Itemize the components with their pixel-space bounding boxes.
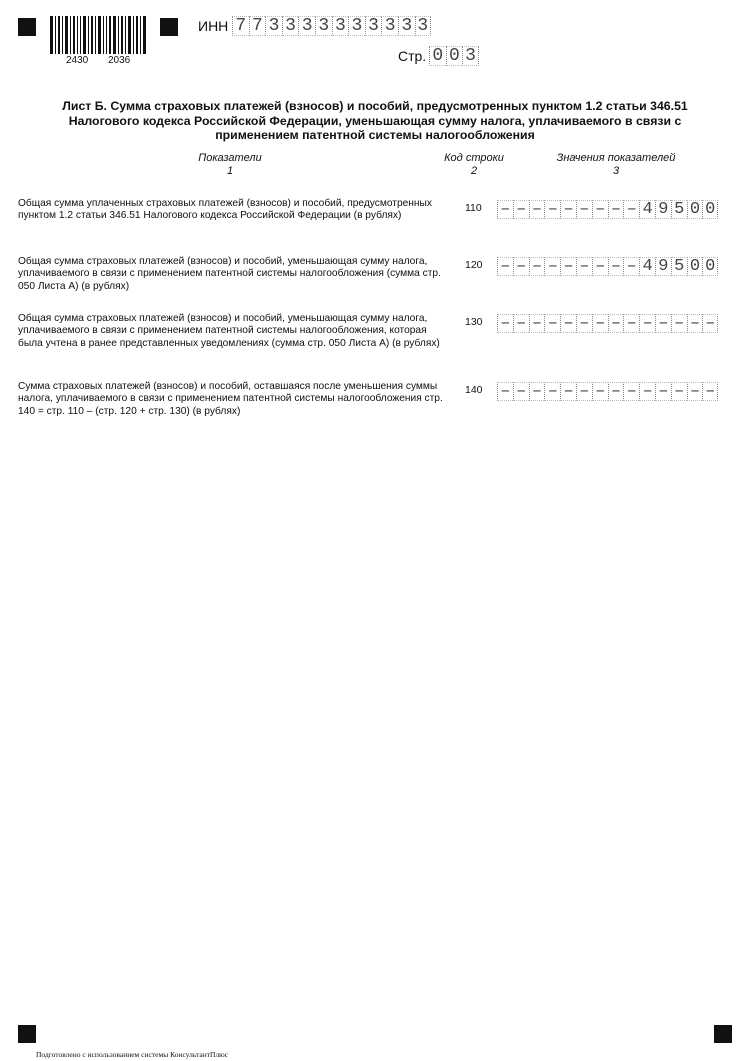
value-cell: – (639, 314, 655, 333)
value-cell: – (529, 382, 545, 401)
page-digit: 3 (462, 46, 479, 66)
value-cell: – (544, 257, 560, 276)
column-title: Значения показателей (556, 152, 676, 164)
value-cell: – (687, 314, 703, 333)
value-cell: – (544, 314, 560, 333)
sheet-title: Лист Б. Сумма страховых платежей (взносов) и пособий, предусмотренных пунктом 1.2 статьи 346.51 Налогового кодекса Российской Федерации, уменьшающая сумму налога, уплачиваемого в связи с применением патентной системы налогообложения (62, 99, 688, 142)
value-cell: – (513, 382, 529, 401)
row-130-value-field[interactable] (497, 314, 718, 333)
value-cell: – (655, 382, 671, 401)
value-cell: 4 (639, 257, 655, 276)
value-cell: – (639, 382, 655, 401)
inn-digit: 3 (415, 16, 432, 36)
value-cell: 5 (671, 200, 687, 219)
value-cell: – (671, 314, 687, 333)
value-cell: – (608, 382, 624, 401)
row-140-code: 140 (465, 384, 483, 396)
value-cell: – (623, 257, 639, 276)
value-cell: – (576, 200, 592, 219)
value-cell: – (592, 382, 608, 401)
column-number: 1 (226, 165, 234, 177)
row-130-code: 130 (465, 316, 483, 328)
bottom-right-marker (714, 1025, 732, 1043)
value-cell: – (592, 200, 608, 219)
inn-digit: 3 (398, 16, 415, 36)
value-cell: 0 (702, 257, 718, 276)
value-cell: – (497, 257, 513, 276)
value-cell: 4 (639, 200, 655, 219)
page-digit: 0 (429, 46, 446, 66)
value-cell: – (702, 314, 718, 333)
value-cell: – (576, 257, 592, 276)
column-header-indicators (180, 152, 280, 178)
top-right-marker (160, 18, 178, 36)
value-cell: – (560, 314, 576, 333)
column-number: 3 (612, 165, 620, 177)
value-cell: – (529, 200, 545, 219)
value-cell: – (560, 257, 576, 276)
value-cell: – (497, 314, 513, 333)
page-number-field[interactable] (429, 46, 479, 66)
value-cell: – (497, 200, 513, 219)
value-cell: – (687, 382, 703, 401)
inn-digit: 7 (232, 16, 249, 36)
row-120-value-field[interactable] (497, 257, 718, 276)
value-cell: – (608, 314, 624, 333)
value-cell: – (671, 382, 687, 401)
value-cell: – (560, 382, 576, 401)
row-110-code: 110 (465, 202, 482, 214)
value-cell: 0 (702, 200, 718, 219)
value-cell: – (623, 200, 639, 219)
value-cell: – (608, 257, 624, 276)
column-header-values (546, 152, 686, 178)
value-cell: – (529, 314, 545, 333)
column-header-code (434, 152, 514, 178)
value-cell: 5 (671, 257, 687, 276)
value-cell: – (608, 200, 624, 219)
inn-digit: 3 (282, 16, 299, 36)
inn-digit: 3 (365, 16, 382, 36)
inn-digit: 3 (298, 16, 315, 36)
value-cell: – (529, 257, 545, 276)
value-cell: – (497, 382, 513, 401)
row-130-label: Общая сумма страховых платежей (взносов) и пособий, уменьшающая сумму налога, уплачиваемого в связи с применением патентной системы налогообложения, которая была учтена в ранее представленных уведомлениях (сумма стр. 050 Листа А) (в рублях) (18, 313, 440, 349)
row-140-value-field[interactable] (497, 382, 718, 401)
row-140-label: Сумма страховых платежей (взносов) и пособий, оставшаяся после уменьшения суммы налога, уплачиваемого в связи с применением патентной системы налогообложения стр. 140 = стр. 110 – (стр. 120 + стр. 130) (в рублях) (18, 381, 443, 417)
inn-label: ИНН (198, 18, 229, 34)
top-left-marker (18, 18, 36, 36)
column-title: Показатели (198, 152, 262, 164)
value-cell: – (560, 200, 576, 219)
column-title: Код строки (444, 152, 504, 164)
row-110-value-field[interactable] (497, 200, 718, 219)
inn-field[interactable] (232, 16, 431, 36)
value-cell: – (623, 382, 639, 401)
page-digit: 0 (446, 46, 463, 66)
inn-digit: 3 (381, 16, 398, 36)
inn-digit: 3 (348, 16, 365, 36)
value-cell: 9 (655, 257, 671, 276)
row-120-code: 120 (465, 259, 483, 271)
value-cell: – (592, 257, 608, 276)
value-cell: – (592, 314, 608, 333)
value-cell: – (513, 257, 529, 276)
value-cell: – (702, 382, 718, 401)
footer-note: Подготовлено с использованием системы КонсультантПлюс (36, 1050, 229, 1059)
value-cell: – (655, 314, 671, 333)
row-110-label: Общая сумма уплаченных страховых платежей (взносов) и пособий, предусмотренных пунктом 1.2 статьи 346.51 Налогового кодекса Российской Федерации (в рублях) (18, 198, 432, 222)
value-cell: – (544, 200, 560, 219)
value-cell: – (576, 314, 592, 333)
value-cell: – (513, 200, 529, 219)
page-label: Стр. (398, 48, 427, 64)
inn-digit: 3 (265, 16, 282, 36)
value-cell: 0 (687, 257, 703, 276)
bottom-left-marker (18, 1025, 36, 1043)
value-cell: – (576, 382, 592, 401)
value-cell: 0 (687, 200, 703, 219)
inn-digit: 7 (249, 16, 266, 36)
value-cell: 9 (655, 200, 671, 219)
barcode-number-left: 2430 (66, 55, 89, 66)
value-cell: – (623, 314, 639, 333)
row-120-label: Общая сумма страховых платежей (взносов) и пособий, уменьшающая сумму налога, уплачиваемого в связи с применением патентной системы налогообложения (сумма стр. 050 Листа А) (в рублях) (18, 256, 441, 292)
inn-digit: 3 (332, 16, 349, 36)
barcode (50, 16, 146, 54)
barcode-number-right: 2036 (108, 55, 131, 66)
value-cell: – (513, 314, 529, 333)
value-cell: – (544, 382, 560, 401)
inn-digit: 3 (315, 16, 332, 36)
column-number: 2 (470, 165, 478, 177)
